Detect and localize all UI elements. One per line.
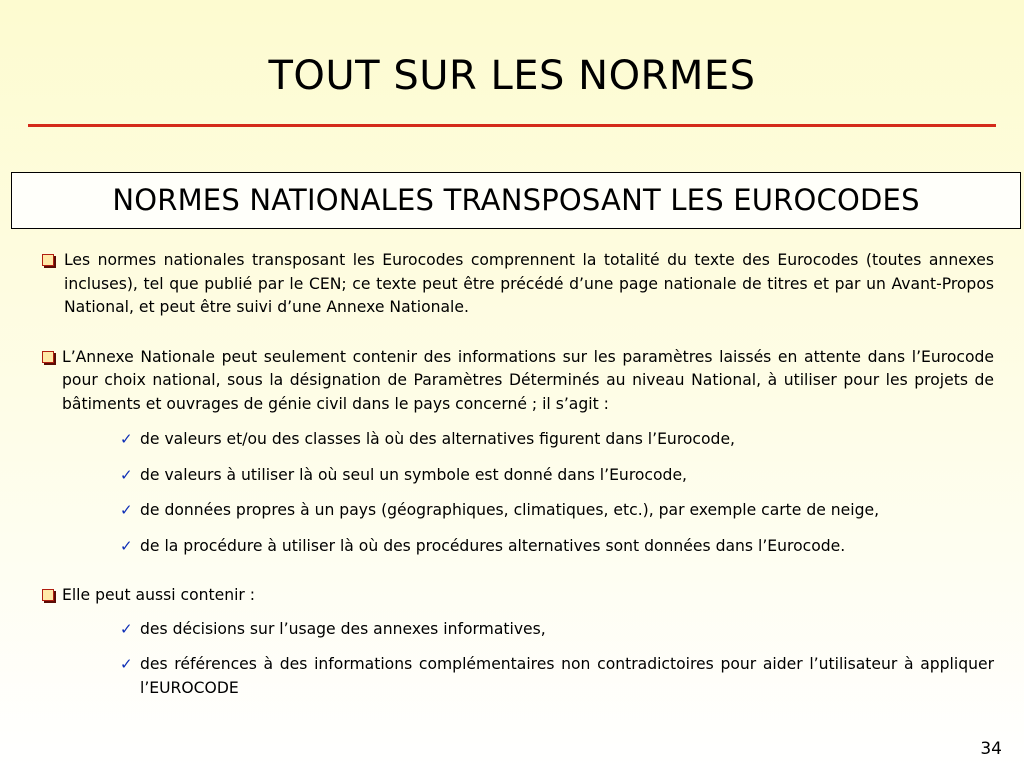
list-item-text: de la procédure à utiliser là où des procédures alternatives sont données dans l’Eurocode. [140, 536, 846, 555]
list-item [120, 535, 994, 559]
list-item-text: des décisions sur l’usage des annexes informatives, [140, 619, 546, 638]
checkmark-icon: ✓ [120, 465, 133, 484]
q-box-bullet-icon [42, 351, 54, 363]
section-title: NORMES NATIONALES TRANSPOSANT LES EUROCODES [112, 183, 920, 217]
list-item [120, 464, 994, 488]
paragraph-1-text: Les normes nationales transposant les Eurocodes comprennent la totalité du texte des Eurocodes (toutes annexes incluses), tel que publié par le CEN; ce texte peut être précédé d’une page nationale de titres et par un Avant-Propos National, et peut être suivi d’une Annexe Nationale. [64, 251, 994, 316]
list-item-text: de données propres à un pays (géographiques, climatiques, etc.), par exemple carte de neige, [140, 501, 880, 519]
national-parameters-list [120, 428, 994, 558]
checkmark-icon: ✓ [120, 536, 133, 555]
checkmark-icon: ✓ [120, 655, 133, 673]
list-item-text: des références à des informations complémentaires non contradictoires pour aider l’utilisateur à appliquer l’EUROCODE [140, 655, 994, 697]
q-box-bullet-icon [42, 254, 54, 266]
paragraph-2 [40, 346, 994, 417]
list-item [120, 499, 994, 523]
paragraph-3-text: Elle peut aussi contenir : [62, 586, 256, 604]
paragraph-3 [40, 584, 994, 608]
list-item-text: de valeurs et/ou des classes là où des alternatives figurent dans l’Eurocode, [140, 430, 735, 448]
list-item [120, 428, 994, 452]
checkmark-icon: ✓ [120, 501, 133, 519]
checkmark-icon: ✓ [120, 430, 133, 448]
additional-content-list [120, 618, 994, 701]
title-divider [28, 124, 996, 127]
list-item [120, 653, 994, 700]
slide-content [40, 249, 994, 712]
slide-title: TOUT SUR LES NORMES [268, 53, 756, 99]
list-item [120, 618, 994, 642]
section-title-box [11, 172, 1021, 229]
paragraph-1 [40, 249, 994, 320]
checkmark-icon: ✓ [120, 619, 133, 638]
list-item-text: de valeurs à utiliser là où seul un symbole est donné dans l’Eurocode, [140, 465, 687, 484]
q-box-bullet-icon [42, 589, 54, 601]
page-number: 34 [980, 739, 1002, 759]
paragraph-2-text: L’Annexe Nationale peut seulement contenir des informations sur les paramètres laissés en attente dans l’Eurocode pour choix national, sous la désignation de Paramètres Déterminés au niveau National, à utiliser pour les projets de bâtiments et ouvrages de génie civil dans le pays concerné ; il s’agit : [62, 347, 994, 413]
